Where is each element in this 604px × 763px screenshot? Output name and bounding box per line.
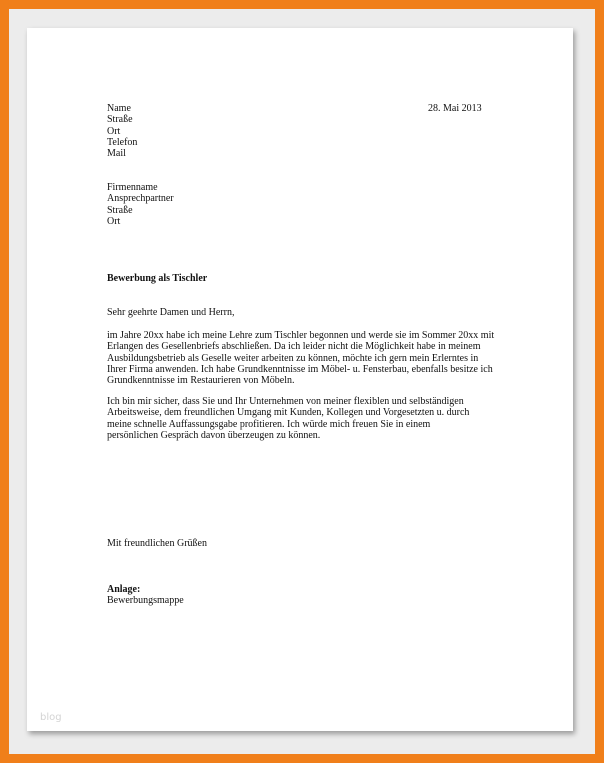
body-paragraph-1 xyxy=(107,330,495,387)
attachment-item: Bewerbungsmappe xyxy=(107,595,184,607)
recipient-company: Firmenname xyxy=(107,182,158,193)
letter-subject: Bewerbung als Tischler xyxy=(107,273,208,284)
paragraph-line: Grundkenntnisse im Restaurieren von Möbeln. xyxy=(107,375,295,387)
attachment-label: Anlage: xyxy=(107,584,141,595)
letter-page xyxy=(27,28,573,731)
paragraph-line: Ausbildungsbetrieb als Geselle weiter arbeiten zu können, möchte ich gern mein Erlerntes in xyxy=(107,352,479,364)
sender-mail: Mail xyxy=(107,148,126,160)
salutation: Sehr geehrte Damen und Herrn, xyxy=(107,307,235,318)
sender-street: Straße xyxy=(107,114,133,126)
paragraph-line: Arbeitsweise, dem freundlichen Umgang mit Kunden, Kollegen und Vorgesetzten u. durch xyxy=(107,407,470,419)
recipient-contact: Ansprechpartner xyxy=(107,193,174,205)
recipient-street: Straße xyxy=(107,204,133,216)
paragraph-line: persönlichen Gespräch davon überzeugen zu können. xyxy=(107,429,321,441)
paragraph-line: im Jahre 20xx habe ich meine Lehre zum Tischler begonnen und werde sie im Sommer 20xx mit xyxy=(107,330,495,341)
body-paragraph-2 xyxy=(107,396,469,441)
sender-name: Name xyxy=(107,103,131,114)
sender-city: Ort xyxy=(107,125,121,137)
letter-date: 28. Mai 2013 xyxy=(428,103,482,114)
paragraph-line: Erlangen des Gesellenbriefs abschließen. Da ich leider nicht die Möglichkeit habe in meinem xyxy=(107,341,481,353)
sender-phone: Telefon xyxy=(107,136,138,148)
watermark: blog xyxy=(40,712,62,723)
attachment-block xyxy=(107,584,184,607)
paragraph-line: Ihrer Firma anwenden. Ich habe Grundkenntnisse im Möbel- u. Fensterbau, ebenfalls besitze ich xyxy=(107,363,493,375)
paragraph-line: meine schnelle Auffassungsgabe profitieren. Ich würde mich freuen Sie in einem xyxy=(107,418,431,430)
recipient-city: Ort xyxy=(107,215,121,227)
paragraph-line: Ich bin mir sicher, dass Sie und Ihr Unternehmen von meiner flexiblen und selbständigen xyxy=(107,396,464,407)
recipient-block xyxy=(107,182,174,227)
sender-block xyxy=(107,103,137,159)
closing: Mit freundlichen Grüßen xyxy=(107,538,207,549)
